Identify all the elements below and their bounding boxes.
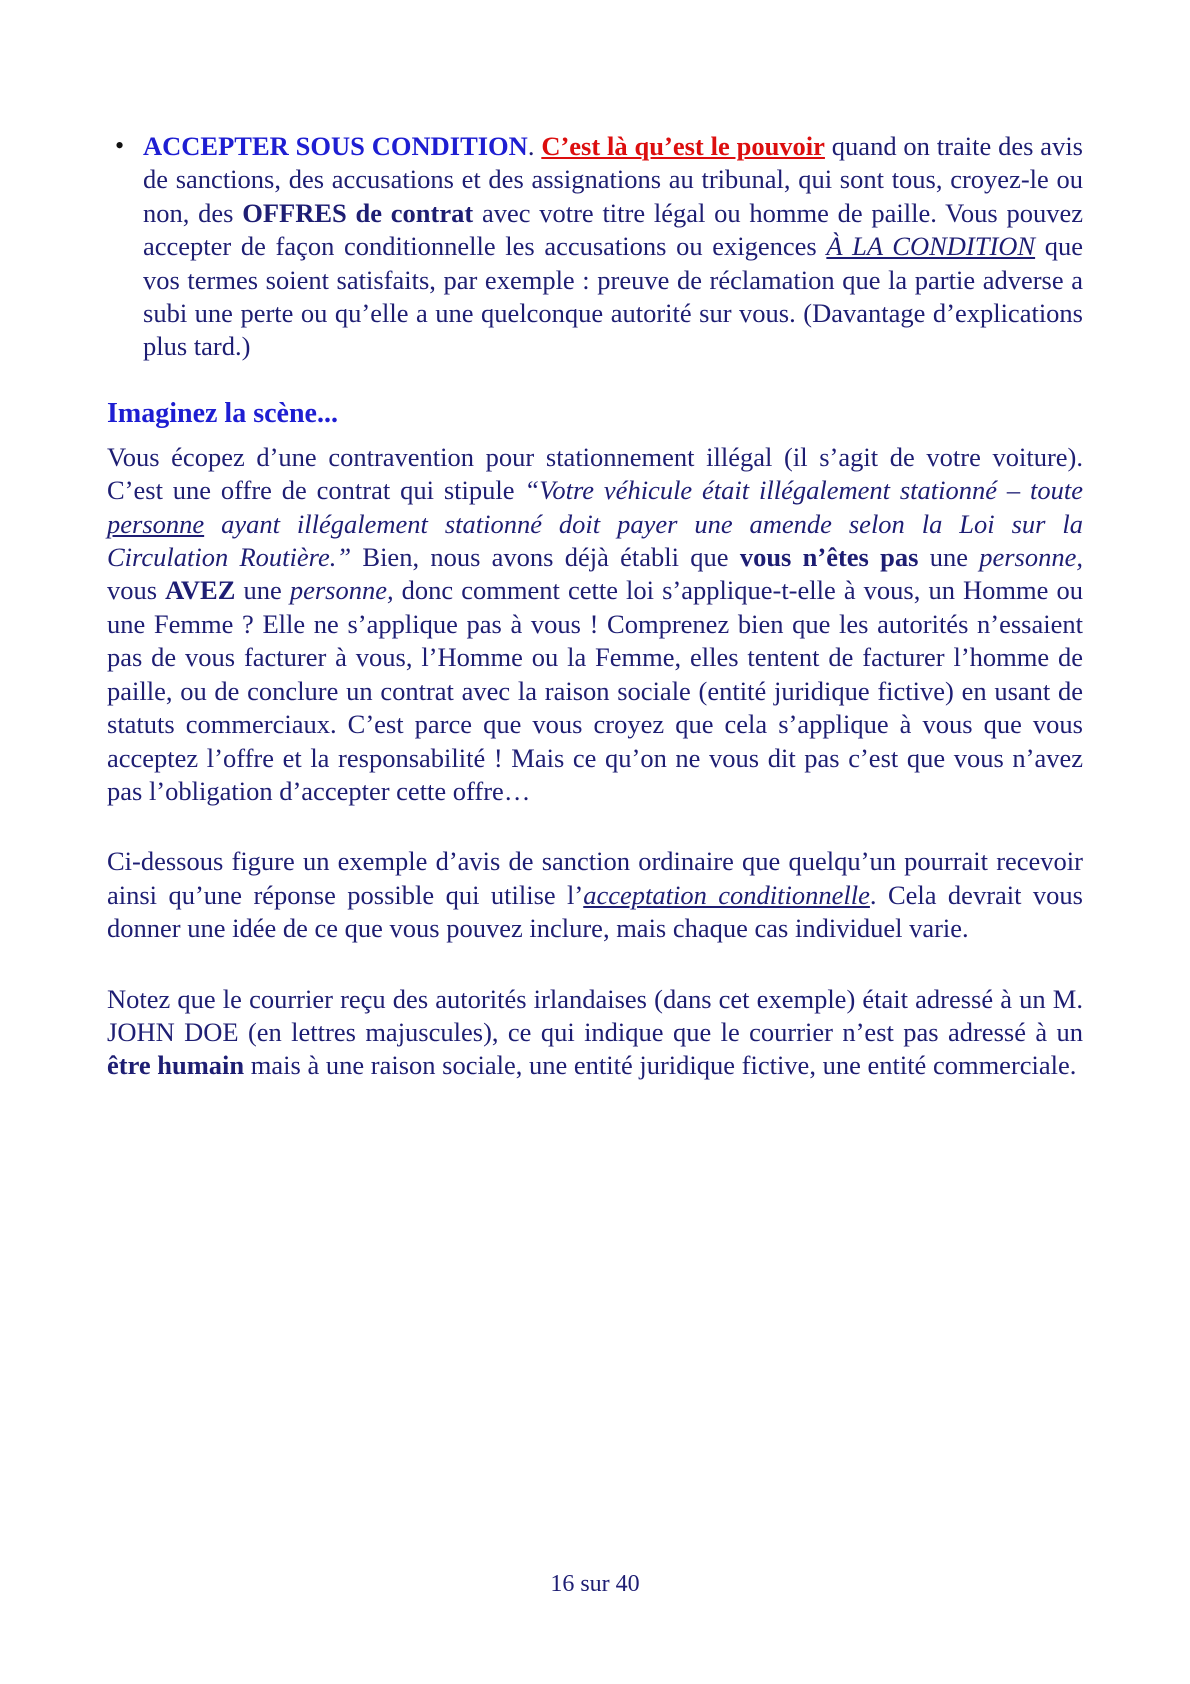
text-segment: avec votre titre légal ou homme de paille. Vous pouvez accepter de façon conditionnelle les accusations ou exigences [143, 197, 1083, 262]
text-segment: être humain [107, 1050, 245, 1081]
text-segment: quand on traite des avis de sanctions, des accusations et des assignations au tribunal, qui sont tous, croyez-le ou non, des [143, 131, 1083, 228]
bullet-item-text [143, 131, 1083, 361]
paragraph [107, 441, 1083, 808]
text-segment: À LA CONDITION [826, 231, 1036, 262]
text-segment: personne [107, 508, 205, 539]
text-segment: . [527, 131, 542, 161]
section-heading: Imaginez la scène... [107, 397, 338, 429]
page-number: 16 sur 40 [550, 1571, 640, 1597]
bullet-marker: • [115, 131, 125, 160]
text-segment: C’est là qu’est le pouvoir [541, 131, 825, 161]
bullet-list-item [107, 130, 1083, 364]
text-segment: personne, [289, 575, 394, 606]
text-segment: une [918, 542, 980, 573]
text-segment: vous [107, 575, 166, 606]
text-segment: ACCEPTER SOUS CONDITION [143, 131, 528, 161]
text-segment: Notez que le courrier reçu des autorités irlandaises (dans cet exemple) était adressé à un M. JOHN DOE (en lettres majuscules), ce qui indique que le courrier n’est pas adressé à un [107, 983, 1083, 1047]
paragraph [107, 983, 1083, 1083]
page-content [107, 130, 1083, 1083]
paragraph [107, 845, 1083, 945]
text-segment: une [235, 575, 290, 606]
text-segment: personne, [979, 542, 1083, 573]
text-segment: . Cela devrait vous donner une idée de ce que vous pouvez inclure, mais chaque cas individuel varie. [107, 879, 1083, 944]
text-segment: mais à une raison sociale, une entité juridique fictive, une entité commerciale. [244, 1050, 1077, 1081]
text-segment: “Votre véhicule était illégalement stationné – toute [524, 475, 1083, 506]
text-segment: acceptation conditionnelle [583, 879, 870, 910]
text-segment: Ci-dessous figure un exemple d’avis de sanction ordinaire que quelqu’un pourrait recevoir ainsi qu’une réponse possible qui utilise l’ [107, 846, 1083, 910]
text-segment: vous n’êtes pas [739, 542, 919, 573]
text-segment: que vos termes soient satisfaits, par exemple : preuve de réclamation que la partie adverse a subi une perte ou qu’elle a une quelconque autorité sur vous. (Davantage d’explications plus tard.) [143, 231, 1083, 362]
text-segment: donc comment cette loi s’applique-t-elle à vous, un Homme ou une Femme ? Elle ne s’applique pas à vous ! Comprenez bien que les autorités n’essaient pas de vous facturer à vous, l’Homme ou la Femme, elles tentent de facturer l’homme de paille, ou de conclure un contrat avec la raison sociale (entité juridique fictive) en usant de statuts commerciaux. C’est parce que vous croyez que cela s’applique à vous que vous acceptez l’offre et la responsabilité ! Mais ce qu’on ne vous dit pas c’est que vous n’avez pas l’obligation d’accepter cette offre… [107, 575, 1083, 806]
text-segment: Bien, nous avons déjà établi que [351, 542, 740, 573]
text-segment: Vous écopez d’une contravention pour stationnement illégal (il s’agit de votre voiture). C’est une offre de contrat qui stipule [107, 441, 1083, 506]
text-segment: OFFRES de contrat [242, 197, 474, 228]
text-segment: AVEZ [165, 575, 236, 606]
text-segment: ayant illégalement stationné doit payer une amende selon la Loi sur la Circulation Routière.” [107, 508, 1083, 573]
